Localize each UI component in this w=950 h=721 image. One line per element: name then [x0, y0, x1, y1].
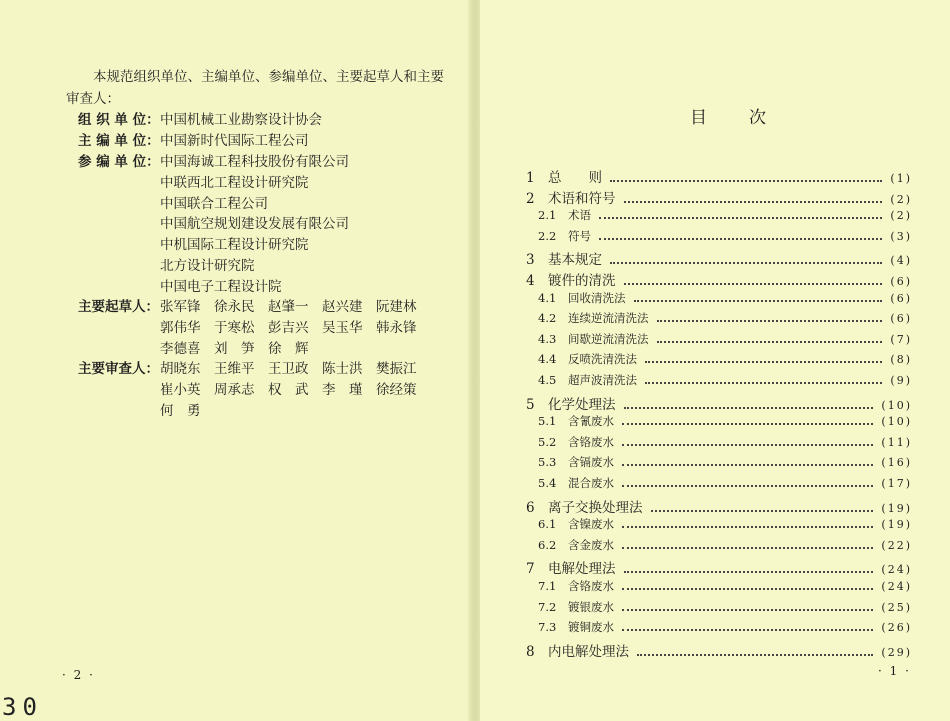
toc-entry-page: (1) [890, 172, 912, 185]
toc-entry-number: 1 [526, 170, 535, 186]
toc-entry-title: 含镉废水 [568, 455, 614, 470]
toc-entry-number: 4.3 [538, 331, 557, 346]
toc-entry-number: 2.2 [538, 228, 557, 243]
toc-entry-page: (10) [881, 398, 912, 412]
toc-chapter-row [526, 496, 912, 516]
toc-entry-page: (29) [881, 645, 912, 659]
page-number-right: · 1 · [878, 664, 911, 678]
toc-leader-dots [622, 526, 873, 528]
toc-section-row [526, 228, 912, 248]
toc-leader-dots [610, 180, 882, 182]
toc-section-row [526, 475, 912, 495]
toc-entry-title: 反喷洗清洗法 [568, 352, 637, 367]
toc-entry-title: 内电解处理法 [548, 643, 629, 660]
toc-section-row [526, 310, 912, 330]
toc-leader-dots [622, 485, 873, 487]
toc-entry-title: 连续逆流清洗法 [568, 311, 649, 326]
toc-leader-dots [645, 361, 882, 363]
toc-entry-number: 7 [526, 561, 535, 578]
name-row [160, 399, 214, 419]
toc-entry-page: (6) [890, 291, 912, 305]
toc-entry-number: 2.1 [538, 208, 557, 223]
toc-entry-title: 符号 [568, 228, 591, 243]
person-name: 徐 辉 [268, 340, 309, 357]
role-label-drafters: 主要起草人： [78, 299, 159, 315]
toc-entry-title: 术语 [568, 208, 591, 223]
name-row [160, 316, 430, 336]
toc-entry-title: 总 则 [548, 170, 602, 186]
toc-leader-dots [622, 444, 873, 446]
person-name: 韩永锋 [376, 319, 417, 336]
toc-entry-title: 基本规定 [548, 252, 602, 269]
toc-entry-page: (24) [881, 580, 912, 593]
role-label-participants: 参 编 单 位： [78, 154, 160, 170]
toc-section-row [526, 434, 912, 454]
person-name: 崔小英 [160, 381, 201, 398]
toc-leader-dots [624, 407, 874, 409]
toc-entry-title: 混合废水 [568, 476, 614, 490]
toc-entry-page: (4) [890, 254, 912, 268]
toc-entry-number: 6.2 [538, 537, 557, 552]
person-name: 刘 笋 [214, 340, 255, 357]
toc-entry-title: 离子交换处理法 [548, 499, 643, 516]
toc-chapter-row [526, 393, 912, 413]
person-name: 赵兴建 [322, 299, 363, 315]
person-name: 郭伟华 [160, 319, 201, 336]
person-name: 于寒松 [214, 319, 255, 336]
toc-entry-title: 间歇逆流清洗法 [568, 331, 649, 346]
person-name: 周承志 [214, 381, 255, 398]
toc-chapter-row [526, 269, 912, 289]
toc-entry-title: 含氰废水 [568, 414, 614, 429]
toc-entry-number: 5.4 [538, 476, 557, 490]
toc-entry-number: 7.2 [538, 599, 557, 614]
toc-leader-dots [651, 510, 874, 512]
person-name: 阮建林 [376, 299, 417, 315]
toc-leader-dots [622, 423, 873, 425]
toc-chapter-row [526, 640, 912, 660]
toc-entry-title: 超声波清洗法 [568, 373, 637, 387]
toc-entry-number: 4.5 [538, 373, 557, 387]
person-name: 徐经策 [376, 381, 417, 398]
intro-paragraph: 本规范组织单位、主编单位、参编单位、主要起草人和主要审查人： [66, 69, 444, 107]
toc-section-row [526, 619, 912, 639]
toc-entry-number: 3 [526, 252, 535, 269]
toc-entry-page: (8) [890, 353, 912, 367]
toc-title: 目次 [690, 108, 808, 128]
toc-chapter-row [526, 166, 912, 186]
corner-mark: 30 [2, 693, 43, 721]
toc-leader-dots [645, 382, 882, 384]
toc-section-row [526, 599, 912, 619]
toc-entry-page: (7) [890, 332, 912, 346]
toc-section-row [526, 372, 912, 392]
toc-entry-page: (19) [881, 501, 912, 515]
person-name: 徐永民 [214, 299, 255, 315]
toc-leader-dots [634, 300, 883, 302]
toc-section-row [526, 413, 912, 433]
toc-section-row [526, 290, 912, 310]
toc-entry-title: 镀件的清洗 [548, 273, 616, 289]
toc-leader-dots [622, 629, 873, 631]
toc-entry-page: (2) [890, 192, 912, 206]
unit-name: 中联西北工程设计研究院 [160, 174, 309, 191]
name-row [160, 295, 430, 315]
toc-entry-number: 5.3 [538, 455, 557, 470]
toc-entry-number: 2 [526, 190, 535, 207]
role-label-reviewers: 主要审查人： [78, 361, 159, 377]
toc-chapter-row [526, 557, 912, 577]
left-page [0, 0, 470, 721]
role-label-organizer: 组 织 单 位： [78, 112, 160, 128]
toc-section-row [526, 351, 912, 371]
name-row [160, 378, 430, 398]
toc-entry-page: (24) [881, 563, 912, 577]
person-name: 王卫政 [268, 361, 309, 377]
toc-leader-dots [622, 609, 873, 611]
toc-section-row [526, 331, 912, 351]
toc-leader-dots [622, 588, 873, 590]
toc-leader-dots [624, 571, 874, 573]
toc-entry-page: (16) [881, 456, 912, 470]
toc-leader-dots [637, 654, 873, 656]
toc-entry-title: 含镍废水 [568, 517, 614, 532]
unit-name: 中国航空规划建设发展有限公司 [160, 216, 349, 233]
unit-name: 中机国际工程设计研究院 [160, 237, 309, 254]
person-name: 赵肇一 [268, 299, 309, 315]
toc-leader-dots [599, 217, 882, 219]
toc-entry-page: (9) [890, 374, 912, 387]
toc-entry-title: 含铬废水 [568, 434, 614, 449]
toc-leader-dots [657, 341, 883, 343]
toc-entry-page: (3) [890, 229, 912, 243]
toc-entry-title: 镀铜废水 [568, 620, 614, 635]
person-name: 张军锋 [160, 299, 201, 315]
toc-entry-page: (11) [881, 435, 912, 449]
unit-name: 中国联合工程公司 [160, 195, 268, 212]
toc-entry-title: 含铬废水 [568, 579, 614, 593]
toc-entry-number: 4.1 [538, 290, 557, 305]
name-row [160, 357, 430, 377]
toc-entry-page: (26) [881, 621, 912, 635]
unit-name: 中国海诚工程科技股份有限公司 [160, 154, 349, 170]
person-name: 吴玉华 [322, 319, 363, 336]
toc-leader-dots [622, 547, 873, 549]
toc-section-row [526, 537, 912, 557]
toc-entry-page: (6) [890, 275, 912, 288]
toc-entry-number: 6 [526, 499, 535, 516]
toc-entry-number: 4.2 [538, 311, 557, 326]
toc-chapter-row [526, 248, 912, 268]
unit-name: 中国机械工业勘察设计协会 [160, 112, 322, 128]
toc-entry-page: (17) [881, 477, 912, 490]
toc-leader-dots [624, 201, 883, 203]
toc-entry-page: (19) [881, 518, 912, 532]
person-name: 李德喜 [160, 340, 201, 357]
right-page [480, 0, 950, 721]
toc-leader-dots [624, 283, 883, 285]
toc-entry-page: (10) [881, 415, 912, 429]
toc-entry-page: (22) [881, 538, 912, 552]
person-name: 樊振江 [376, 361, 417, 377]
toc-section-row [526, 578, 912, 598]
toc-entry-number: 7.3 [538, 620, 557, 635]
toc-section-row [526, 207, 912, 227]
unit-name: 中国电子工程设计院 [160, 278, 282, 295]
toc-chapter-row [526, 187, 912, 207]
person-name: 何 勇 [160, 402, 201, 419]
toc-entry-number: 8 [526, 643, 535, 660]
toc-entry-page: (2) [890, 209, 912, 223]
toc-leader-dots [599, 238, 882, 240]
toc-entry-page: (6) [890, 312, 912, 326]
toc-entry-page: (25) [881, 600, 912, 614]
person-name: 陈士洪 [322, 361, 363, 377]
role-label-chief-editor: 主 编 单 位： [78, 133, 160, 149]
toc-section-row [526, 454, 912, 474]
unit-name: 中国新时代国际工程公司 [160, 133, 309, 149]
toc-entry-title: 化学处理法 [548, 396, 616, 413]
toc-entry-title: 回收清洗法 [568, 290, 626, 305]
toc-entry-title: 电解处理法 [548, 561, 616, 578]
toc-entry-number: 4.4 [538, 352, 557, 367]
toc-leader-dots [622, 464, 873, 466]
name-row [160, 337, 322, 357]
person-name: 胡晓东 [160, 361, 201, 377]
toc-entry-number: 6.1 [538, 517, 557, 532]
person-name: 王维平 [214, 361, 255, 377]
toc-leader-dots [610, 262, 882, 264]
toc-section-row [526, 516, 912, 536]
toc-entry-number: 4 [526, 273, 535, 289]
toc-leader-dots [657, 320, 883, 322]
toc-entry-title: 含金废水 [568, 537, 614, 552]
toc-entry-number: 7.1 [538, 579, 557, 593]
unit-name: 北方设计研究院 [160, 258, 255, 274]
person-name: 李 瑾 [322, 381, 363, 398]
toc-entry-number: 5 [526, 396, 535, 413]
toc-entry-title: 术语和符号 [548, 190, 616, 207]
toc-entry-number: 5.1 [538, 414, 557, 429]
person-name: 彭吉兴 [268, 319, 309, 336]
person-name: 权 武 [268, 381, 309, 398]
page-number-left: · 2 · [62, 668, 95, 682]
toc-entry-number: 5.2 [538, 434, 557, 449]
toc-entry-title: 镀银废水 [568, 599, 614, 614]
